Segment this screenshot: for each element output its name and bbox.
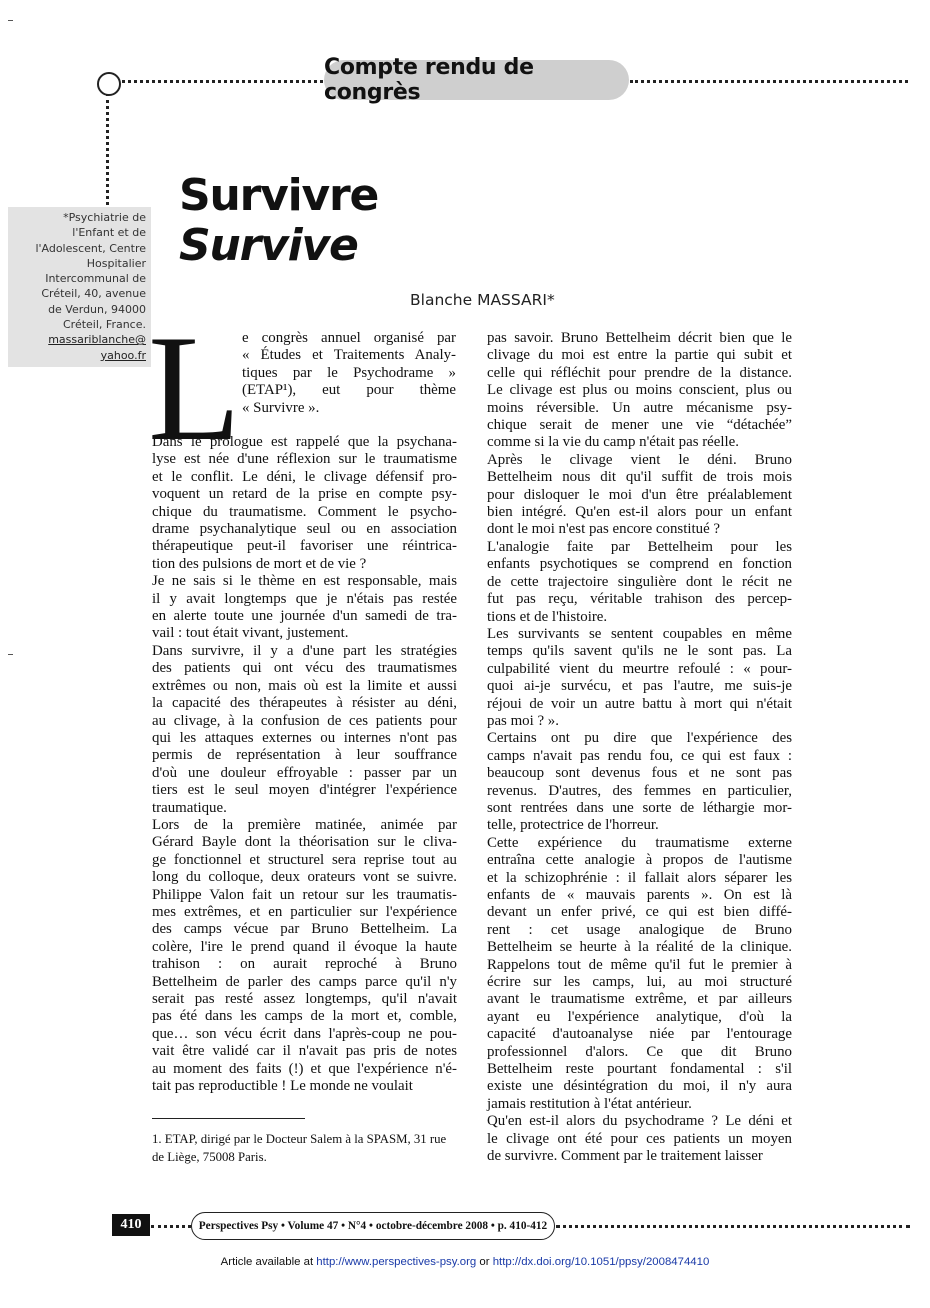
text-line: dont le moi n'est pas encore constitué ? [487, 521, 721, 538]
text-line: devant un enfer privé, ce qui est bien diffé- [487, 904, 792, 921]
text-line: vail : tout était vivant, justement. [152, 625, 349, 642]
text-line: bien intégré. Qu'en est-il alors pour un enfant [487, 504, 792, 521]
text-line: Dans le prologue est rappelé que la psychana- [152, 434, 457, 450]
text-line: Gérard Bayle dont la théorisation sur le cliva- [152, 834, 457, 851]
text-line: beaucoup sont devenus fous et ne sont pas [487, 765, 792, 782]
text-line: tions et de l'histoire. [487, 608, 608, 625]
text-line: Bettelheim se heurte à la réalité de la clinique. [487, 939, 792, 956]
text-line: écrire sur les camps, lui, au moi structuré [487, 974, 792, 991]
text-line: il y avait longtemps que je n'étais pas restée [152, 590, 457, 607]
text-line: enfants de « mauvais parents ». On est là [487, 887, 792, 903]
text-line: pas savoir. Bruno Bettelheim décrit bien que le [487, 330, 792, 346]
text-line: trahison : on aurait reproché à Bruno [152, 956, 457, 973]
text-line: thérapeutique peut-il favoriser une réintrica- [152, 538, 457, 555]
text-line: culpabilité vient du meurtre refoulé : « pour- [487, 660, 792, 677]
text-line: pour disloquer le moi d'un être préalablement [487, 486, 792, 503]
text-line: jamais restitution à l'état antérieur. [487, 1095, 692, 1112]
text-line: « Études et Traitements Analy- [242, 347, 456, 364]
text-line: pas moi ? ». [487, 712, 559, 729]
text-line: chique serait de mener une vie “détachée” [487, 417, 792, 434]
text-line: et la schizophrénie : il fallait alors séparer les [487, 869, 792, 886]
text-line: de cette trajectoire singulière dont le récit ne [487, 573, 792, 590]
text-line: revenus. D'autres, des femmes en particulier, [487, 782, 792, 799]
page-number: 410 [112, 1214, 150, 1236]
text-line: comme si la vie du camp n'était pas réelle. [487, 434, 740, 451]
text-line: tiers est le seul moyen d'intégrer l'expérience [152, 782, 457, 799]
text-line: long du colloque, deux orateurs vont se suivre. [152, 869, 457, 886]
text-line: existe une désintégration du moi, il n'y aura [487, 1078, 792, 1095]
text-line: temps qu'ils savent qu'ils ne le sont pas. La [487, 643, 792, 660]
text-line: des patients qui ont vécu des traumatismes [152, 660, 457, 677]
text-line: Bettelheim reste pourtant fondamental : s'il [487, 1061, 792, 1078]
header-dotted-rule-vertical [106, 93, 109, 205]
intro-paragraph [242, 330, 456, 417]
text-line: camps n'avait pas rendu fou, ce qui est faux : [487, 747, 792, 764]
journal-website-link[interactable]: http://www.perspectives-psy.org [316, 1256, 477, 1268]
author-affiliation [8, 207, 151, 367]
text-line: clivage du moi est entre la partie qui subit et [487, 347, 792, 364]
margin-mark-top [8, 20, 13, 21]
article-title-english: Survive [179, 220, 358, 271]
text-line: la capacité des thérapeutes à résister au déni, [152, 695, 457, 712]
text-line: professionnel d'alors. Ce que dit Bruno [487, 1043, 792, 1060]
text-line: réjoui de voir un autre battu à mort qui n'était [487, 695, 792, 712]
footnote: 1. ETAP, dirigé par le Docteur Salem à la SPASM, 31 rue de Liège, 75008 Paris. [152, 1132, 447, 1164]
text-line: Philippe Valon fait un retour sur les traumatis- [152, 886, 457, 903]
header-ring-ornament [97, 72, 121, 96]
text-line: chique du traumatisme. Comment le psycho- [152, 503, 457, 520]
header-dotted-rule-left [117, 80, 323, 83]
text-line: permis de représentation à leur souffrance [152, 747, 457, 764]
text-line: Je ne sais si le thème en est responsable, mais [152, 573, 457, 590]
footnote-rule [152, 1118, 305, 1119]
text-line: extrêmes ou non, mais où est la limite et aussi [152, 677, 457, 694]
text-line: entraîna cette analogie à propos de l'autisme [487, 852, 792, 869]
article-title-french: Survivre [179, 170, 379, 221]
text-line: ge fonctionnel et structurel sera reprise tout au [152, 851, 457, 868]
text-line: enfants psychotiques se comprend en fonction [487, 556, 792, 573]
text-line: Bettelheim de parler des camps parce qu'il n'y [152, 973, 457, 990]
text-line: Cette expérience du traumatisme externe [487, 834, 792, 851]
text-line: telle, protectrice de l'horreur. [487, 817, 659, 834]
text-line: tion des pulsions de mort et de vie ? [152, 555, 367, 572]
journal-citation: Perspectives Psy • Volume 47 • N°4 • octobre-décembre 2008 • p. 410-412 [191, 1212, 555, 1240]
text-line: (ETAP¹), eut pour thème [242, 382, 456, 399]
header-dotted-rule-right [630, 80, 908, 83]
text-line: le clivage ont été pour ces patients un moyen [487, 1130, 792, 1147]
section-label: Compte rendu de congrès [324, 60, 629, 100]
affiliation-line: l'Enfant et de [72, 226, 146, 240]
text-line: pas été dans les camps de la mort et, comble, [152, 1008, 457, 1025]
affiliation-line: *Psychiatrie de [63, 211, 146, 224]
author-email-link[interactable]: yahoo.fr [100, 348, 146, 362]
text-line: qui les attaques externes ou internes n'ont pas [152, 729, 457, 746]
text-line: Les survivants se sentent coupables en même [487, 625, 792, 642]
footer-dotted-rule-left [151, 1225, 191, 1228]
text-line: moins réversible. Un autre mécanisme psy- [487, 399, 792, 416]
text-line: lyse est née d'une réflexion sur le traumatisme [152, 451, 457, 468]
text-line: que… son vécu écrit dans l'après-coup ne pou- [152, 1025, 457, 1042]
text-line: rent : cet usage analogique de Bruno [487, 921, 792, 938]
text-line: Bettelheim nous dit qu'il suffit de trois mois [487, 469, 792, 486]
affiliation-line: Créteil, 40, avenue [41, 287, 146, 301]
text-line: ayant eu l'expérience analytique, d'où la [487, 1008, 792, 1025]
affiliation-line: de Verdun, 94000 [48, 302, 146, 316]
drop-cap: L [148, 304, 241, 472]
text-line: capacité d'autoanalyse niée par l'entourage [487, 1026, 792, 1043]
body-column-left [152, 434, 457, 1095]
text-line: Le clivage est plus ou moins conscient, plus ou [487, 382, 792, 399]
margin-mark-middle [8, 654, 13, 655]
text-line: « Survivre ». [242, 399, 320, 416]
text-line: Lors de la première matinée, animée par [152, 816, 457, 833]
text-line: tiques par le Psychodrame » [242, 364, 456, 381]
doi-link[interactable]: http://dx.doi.org/10.1051/ppsy/2008474410 [492, 1256, 710, 1268]
text-line: voquent un retard de la prise en compte psy- [152, 486, 457, 503]
text-line: avant le traumatisme extrême, et par ailleurs [487, 991, 792, 1008]
text-line: au moment des faits (!) et que l'expérience n'é- [152, 1060, 457, 1077]
availability-notice [0, 1256, 930, 1268]
text-line: des camps vécue par Bruno Bettelheim. La [152, 921, 457, 938]
text-line: mes extrêmes, et en particulier sur l'expérience [152, 903, 457, 920]
text-line: traumatique. [152, 799, 227, 816]
text-line: et le conflit. Le déni, le clivage défensif pro- [152, 468, 457, 485]
text-line: en alerte toute une journée d'un samedi de tra- [152, 608, 457, 625]
affiliation-line: Intercommunal de [45, 272, 146, 286]
text-line: tait pas reproductible ! Le monde ne voulait [152, 1078, 413, 1095]
affiliation-line: Hospitalier [86, 256, 146, 270]
text-line: celle qui réfléchit pour prendre de la distance. [487, 364, 792, 381]
text-line: fut pas reçu, véritable trahison des percep- [487, 591, 792, 608]
availability-prefix: Article available at [220, 1256, 317, 1268]
text-line: sont rentrées dans une sorte de léthargie mor- [487, 799, 792, 816]
text-line: Dans survivre, il y a d'une part les stratégies [152, 642, 457, 659]
text-line: vait être validé car il n'avait pas pris de notes [152, 1043, 457, 1060]
text-line: e congrès annuel organisé par [242, 330, 456, 346]
text-line: serait pas resté assez longtemps, qu'il n'avait [152, 991, 457, 1007]
text-line: drame psychanalytique seul ou en association [152, 521, 457, 538]
affiliation-line: l'Adolescent, Centre [35, 241, 146, 255]
author-email-link[interactable]: massariblanche@ [48, 333, 146, 347]
text-line: au clivage, à la confusion de ces patients pour [152, 712, 457, 729]
text-line: quoi ai-je survécu, et pas l'autre, me suis-je [487, 678, 792, 695]
text-line: colère, l'ire le prend quand il évoque la haute [152, 938, 457, 955]
text-line: de survivre. Comment par le traitement laisser [487, 1148, 763, 1165]
text-line: Rappelons tout de même qu'il fut le premier à [487, 956, 792, 973]
body-column-right [487, 330, 792, 1166]
text-line: L'analogie faite par Bettelheim pour les [487, 538, 792, 555]
footer-dotted-rule-right [556, 1225, 910, 1228]
availability-connector: or [476, 1256, 493, 1268]
article-author: Blanche MASSARI* [410, 291, 555, 309]
text-line: Certains ont pu dire que l'expérience des [487, 730, 792, 747]
text-line: Qu'en est-il alors du psychodrame ? Le déni et [487, 1113, 792, 1130]
text-line: Après le clivage vient le déni. Bruno [487, 451, 792, 468]
affiliation-line: Créteil, France. [63, 318, 146, 332]
text-line: d'où une douleur effroyable : passer par un [152, 764, 457, 781]
